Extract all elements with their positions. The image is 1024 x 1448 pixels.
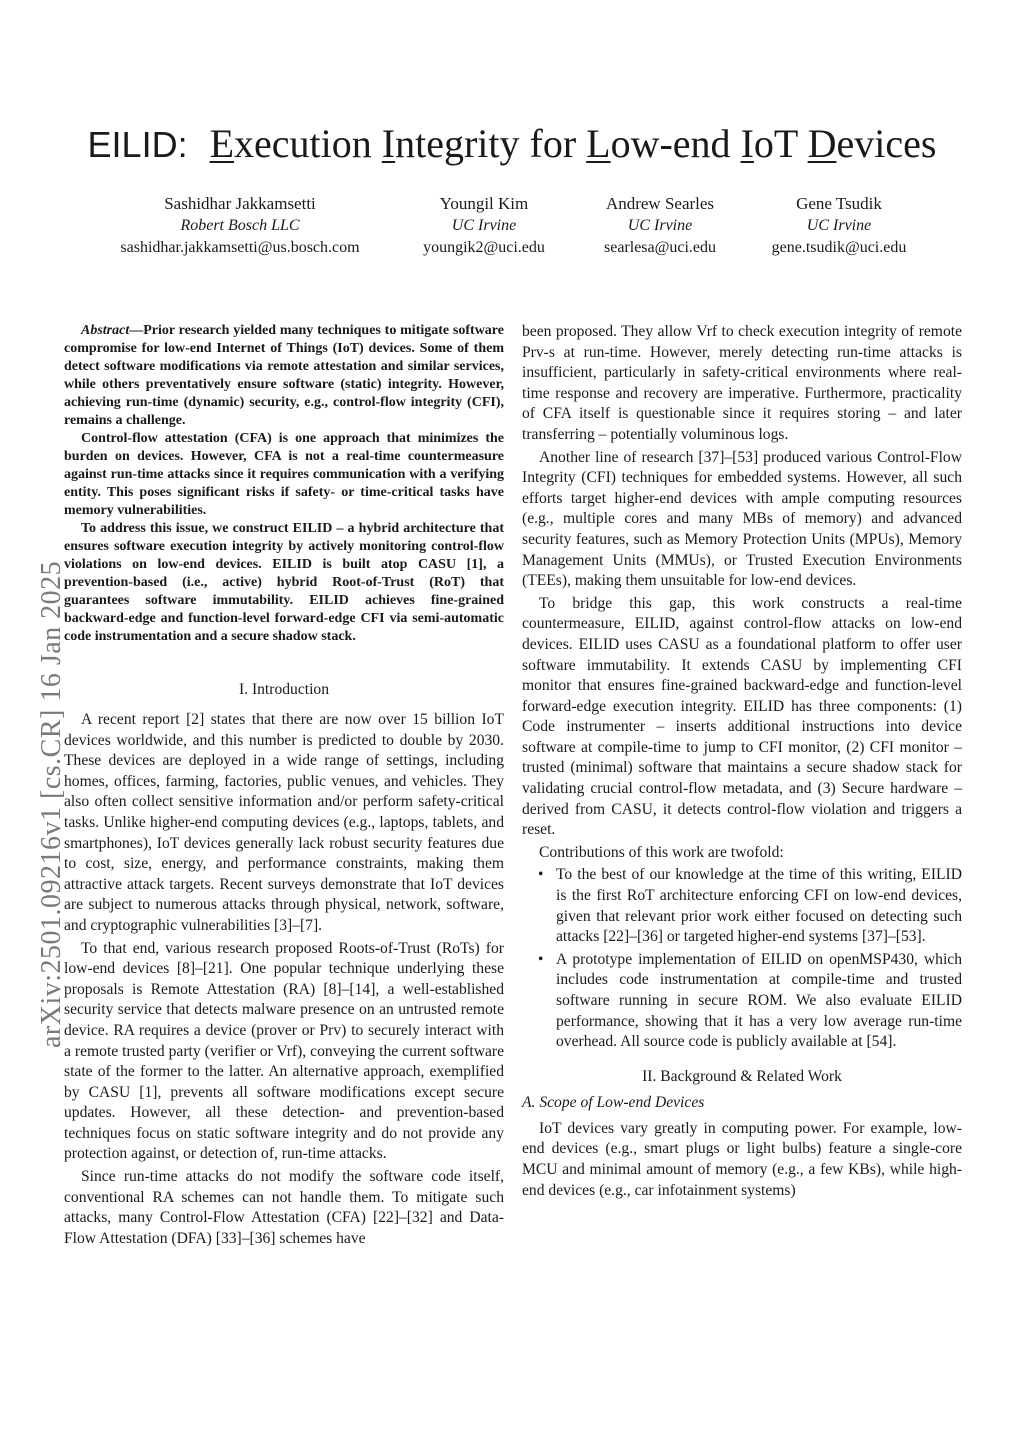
author-block [0,193,1024,263]
paper-title [0,118,1024,171]
intro-paragraph: Since run-time attacks do not modify the software code itself, conventional RA schemes can not handle them. To mitigate such attacks, many Control-Flow Attestation (CFA) [22]–[32] and Data-Flow Attestation (DFA) [33]–[36] schemes have [64,1168,504,1247]
title-part-3: Low-end [586,121,741,166]
abstract-paragraph: To address this issue, we construct EILID – a hybrid architecture that ensures software execution integrity by actively monitoring control-flow violations on low-end devices. EILID is built atop CASU [1], a prevention-based (i.e., active) hybrid Root-of-Trust (RoT) that guarantees software immutability. EILID achieves fine-grained backward-edge and function-level forward-edge CFI via semi-automatic code instrumentation and a secure shadow stack. [64,521,504,644]
intro-paragraph: A recent report [2] states that there are now over 15 billion IoT devices worldwide, and this number is predicted to double by 2030. These devices are deployed in a wide range of settings, including homes, offices, farming, factories, public venues, and vehicles. They also often collect sensitive information and/or perform safety-critical tasks. Unlike higher-end computing devices (e.g., laptops, tablets, and smartphones), IoT devices generally lack robust security features due to cost, size, energy, and performance constraints, making them attractive attack targets. Recent surveys demonstrate that IoT devices are subject to numerous attacks through physical, network, software, and cryptographic vulnerabilities [3]–[7]. [64,711,504,934]
title-part-5: Devices [807,121,937,166]
bullet-icon: • [538,866,544,884]
contributions-list [522,865,962,1052]
background-paragraph: IoT devices vary greatly in computing power. For example, low-end devices (e.g., smart plugs or light bulbs) feature a single-core MCU and minimal amount of memory (e.g., a few KBs), while high-end devices (e.g., car infotainment systems) [522,1119,962,1199]
section-heading-background: II. Background & Related Work [642,1067,842,1085]
list-item: • To the best of our knowledge at the time of this writing, EILID is the first RoT architecture enforcing CFI on low-end devices, given that relevant prior work either focused on detecting such attacks [22]–[36] or targeted higher-end systems [37]–[53]. [538,866,962,946]
author-email: searlesa@uci.edu [603,239,716,256]
author-name: Gene Tsudik [796,194,882,213]
title-system-name: EILID: [87,124,188,165]
bullet-icon: • [538,950,544,968]
contributions-intro: Contributions of this work are twofold: [539,843,784,861]
author-1 [90,193,390,259]
abstract-paragraph: Abstract—Prior research yielded many techniques to mitigate software compromise for low-end Internet of Things (IoT) devices. Some of them detect software modifications via remote attestation and similar services, while others preventatively ensure software (static) integrity. However, achieving run-time (dynamic) security, e.g., control-flow integrity (CFI), remains a challenge. [64,323,504,428]
author-affiliation: UC Irvine [806,217,872,234]
author-email: gene.tsudik@uci.edu [771,239,907,256]
intro-paragraph: To bridge this gap, this work constructs a real-time countermeasure, EILID, against control-flow attacks on low-end devices. EILID uses CASU as a foundational platform to offer user software immutability. It extends CASU by implementing CFI monitor that ensures fine-grained backward-edge and function-level forward-edge execution integrity. EILID has three components: (1) Code instrumenter – inserts additional instructions into device software at compile-time to jump to CFI monitor, (2) CFI monitor – trusted (minimal) software that maintains a secure shadow stack for validating crucial control-flow metadata, and (3) Secure hardware – derived from CASU, it detects control-flow violation and triggers a reset. [522,594,962,839]
author-affiliation: UC Irvine [627,217,693,234]
author-name: Youngil Kim [439,194,529,213]
author-affiliation: Robert Bosch LLC [180,217,300,234]
list-item: • A prototype implementation of EILID on openMSP430, which includes code instrumentation at compile-time and trusted software running in secure ROM. We also evaluate EILID performance, showing that it has a very low average run-time overhead. All source code is publicly available at [54]. [538,950,962,1051]
author-2 [404,193,564,259]
title-part-1: Execution [209,121,382,166]
abstract [64,322,504,646]
intro-paragraph: To that end, various research proposed Roots-of-Trust (RoTs) for low-end devices [8]–[21]. One popular technique underlying these proposals is Remote Attestation (RA) [8]–[14], a well-established security service that detects malware presence on an untrusted remote device. RA requires a device (prover or Prv) to securely interact with a remote trusted party (verifier or Vrf), conveying the current software state of the former to the latter. An alternative approach, exemplified by CASU [1], prevents all software modifications except secure updates. However, all these detection- and prevention-based techniques focus on static software integrity and do not provide any protection against, or detection of, run-time attacks. [64,939,504,1163]
author-3 [580,193,740,259]
author-4 [754,193,924,259]
abstract-label: Abstract [81,323,130,338]
arxiv-identifier: arXiv:2501.09216v1 [cs.CR] 16 Jan 2025 [36,560,67,1048]
author-email: sashidhar.jakkamsetti@us.bosch.com [120,239,360,256]
intro-paragraph: Another line of research [37]–[53] produced various Control-Flow Integrity (CFI) techniques for embedded systems. However, all such efforts target higher-end devices with ample computing resources (e.g., multiple cores and many MBs of memory) and advanced security features, such as Memory Protection Units (MPUs), Memory Management Units (MMUs), or Trusted Execution Environments (TEEs), making them unsuitable for low-end devices. [522,448,962,590]
author-affiliation: UC Irvine [451,217,517,234]
title-part-2: Integrity for [381,121,587,166]
intro-paragraph: been proposed. They allow Vrf to check execution integrity of remote Prv-s at run-time. However, merely detecting run-time attacks is insufficient, particularly in safety-critical environments where real-time response and recovery are imperative. Furthermore, practicality of CFA itself is questionable since it requires storing – and later transferring – potentially voluminous logs. [522,323,962,443]
section-heading-introduction: I. Introduction [238,681,330,698]
left-column [64,322,504,1251]
right-column [522,322,962,1203]
author-name: Andrew Searles [605,194,715,213]
subsection-heading-scope: A. Scope of Low-end Devices [522,1093,705,1111]
author-email: youngik2@uci.edu [423,239,545,256]
title-part-4: IoT [740,121,808,166]
author-name: Sashidhar Jakkamsetti [164,194,316,213]
abstract-paragraph: Control-flow attestation (CFA) is one approach that minimizes the burden on devices. However, CFA is not a real-time countermeasure against run-time attacks since it requires communication with a verifying entity. This poses significant risks if safety- or time-critical tasks have memory vulnerabilities. [64,431,504,518]
